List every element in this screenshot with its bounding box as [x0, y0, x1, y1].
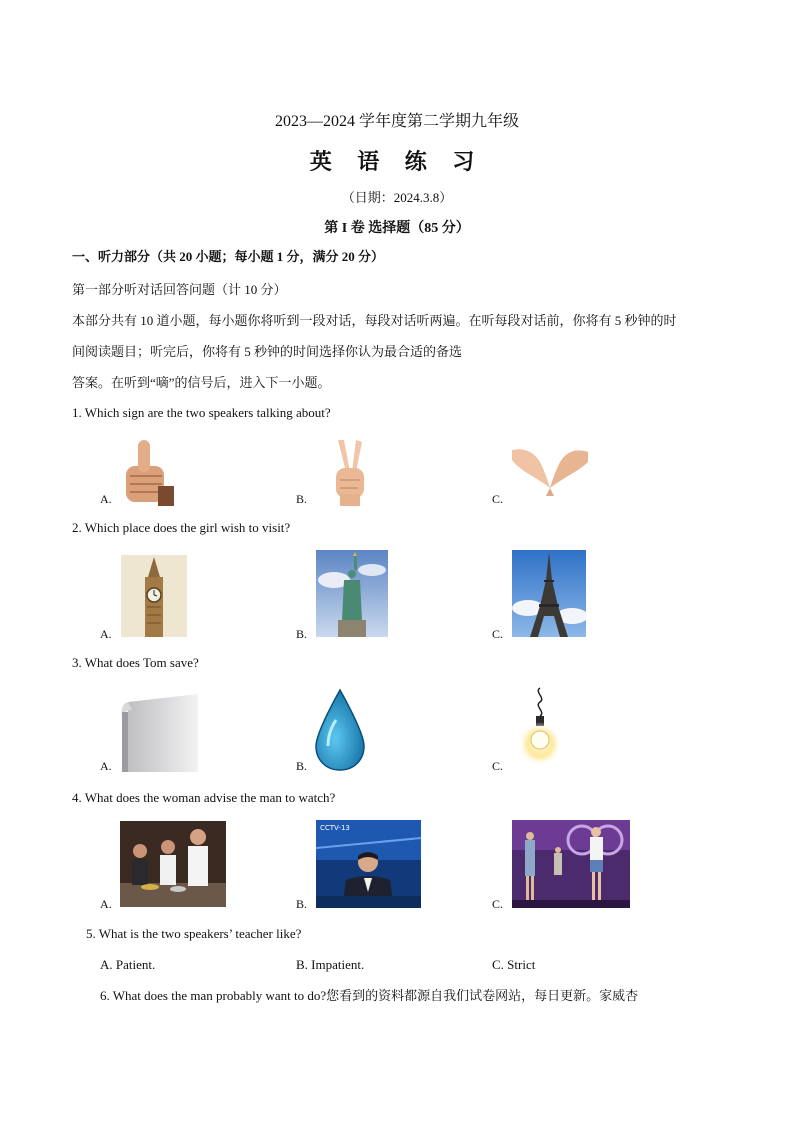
instruction-line-2: 间阅读题目；听完后，你将有 5 秒钟的时间选择你认为最合适的备选: [72, 344, 463, 359]
q4-option-b-label: B.: [296, 897, 308, 911]
paper-sheet-image: [120, 688, 198, 772]
eiffel-tower-image: [512, 550, 586, 637]
q5-option-c: C. Strict: [492, 957, 536, 972]
victory-sign-image: [328, 438, 372, 506]
part-title: 第 I 卷 选择题（85 分）: [324, 221, 470, 236]
q2-option-c-label: C.: [492, 627, 504, 641]
q5-option-a: A. Patient.: [100, 957, 156, 972]
water-drop-image: [314, 688, 366, 772]
heart-hands-image: [510, 444, 590, 500]
instruction-line-1: 本部分共有 10 道小题，每小题你将听到一段对话，每段对话听两遍。在听每段对话前，你将有 5 秒钟的时: [72, 313, 677, 328]
light-bulb-image: [514, 686, 564, 772]
question-5: 5. What is the two speakers’ teacher like?: [86, 926, 302, 941]
subject-title: 英 语 练 习: [309, 149, 485, 174]
section-heading: 一、听力部分（共 20 小题；每小题 1 分，满分 20 分）: [72, 249, 385, 264]
q1-option-a-label: A.: [100, 492, 112, 506]
question-3: 3. What does Tom save?: [72, 655, 199, 670]
q2-option-b-label: B.: [296, 627, 308, 641]
q2-option-a-label: A.: [100, 627, 112, 641]
statue-of-liberty-image: [316, 550, 388, 637]
exam-title: 2023—2024 学年度第二学期九年级: [274, 113, 519, 130]
exam-date: （日期：2024.3.8）: [341, 190, 453, 205]
question-6: 6. What does the man probably want to do?您看到的资料都源自我们试卷网站，每日更新。家威杏: [100, 988, 639, 1003]
q1-option-c-label: C.: [492, 492, 504, 506]
cooking-show-image: [120, 821, 226, 907]
news-broadcast-image: [316, 820, 421, 908]
tv-channel-logo: CCTV-13: [320, 824, 350, 832]
q1-option-b-label: B.: [296, 492, 308, 506]
q4-option-a-label: A.: [100, 897, 112, 911]
q4-option-c-label: C.: [492, 897, 504, 911]
big-ben-image: [121, 555, 187, 637]
q3-option-a-label: A.: [100, 759, 112, 773]
section-sub: 第一部分听对话回答问题（计 10 分）: [72, 282, 287, 297]
thumbs-up-image: [118, 436, 174, 506]
fashion-show-image: [512, 820, 630, 908]
question-1: 1. Which sign are the two speakers talking about?: [72, 405, 331, 420]
instruction-line-3: 答案。在听到“嘀”的信号后，进入下一小题。: [72, 375, 331, 390]
q3-option-c-label: C.: [492, 759, 504, 773]
q5-option-b: B. Impatient.: [296, 957, 365, 972]
q3-option-b-label: B.: [296, 759, 308, 773]
question-4: 4. What does the woman advise the man to watch?: [72, 790, 336, 805]
question-2: 2. Which place does the girl wish to visit?: [72, 520, 291, 535]
